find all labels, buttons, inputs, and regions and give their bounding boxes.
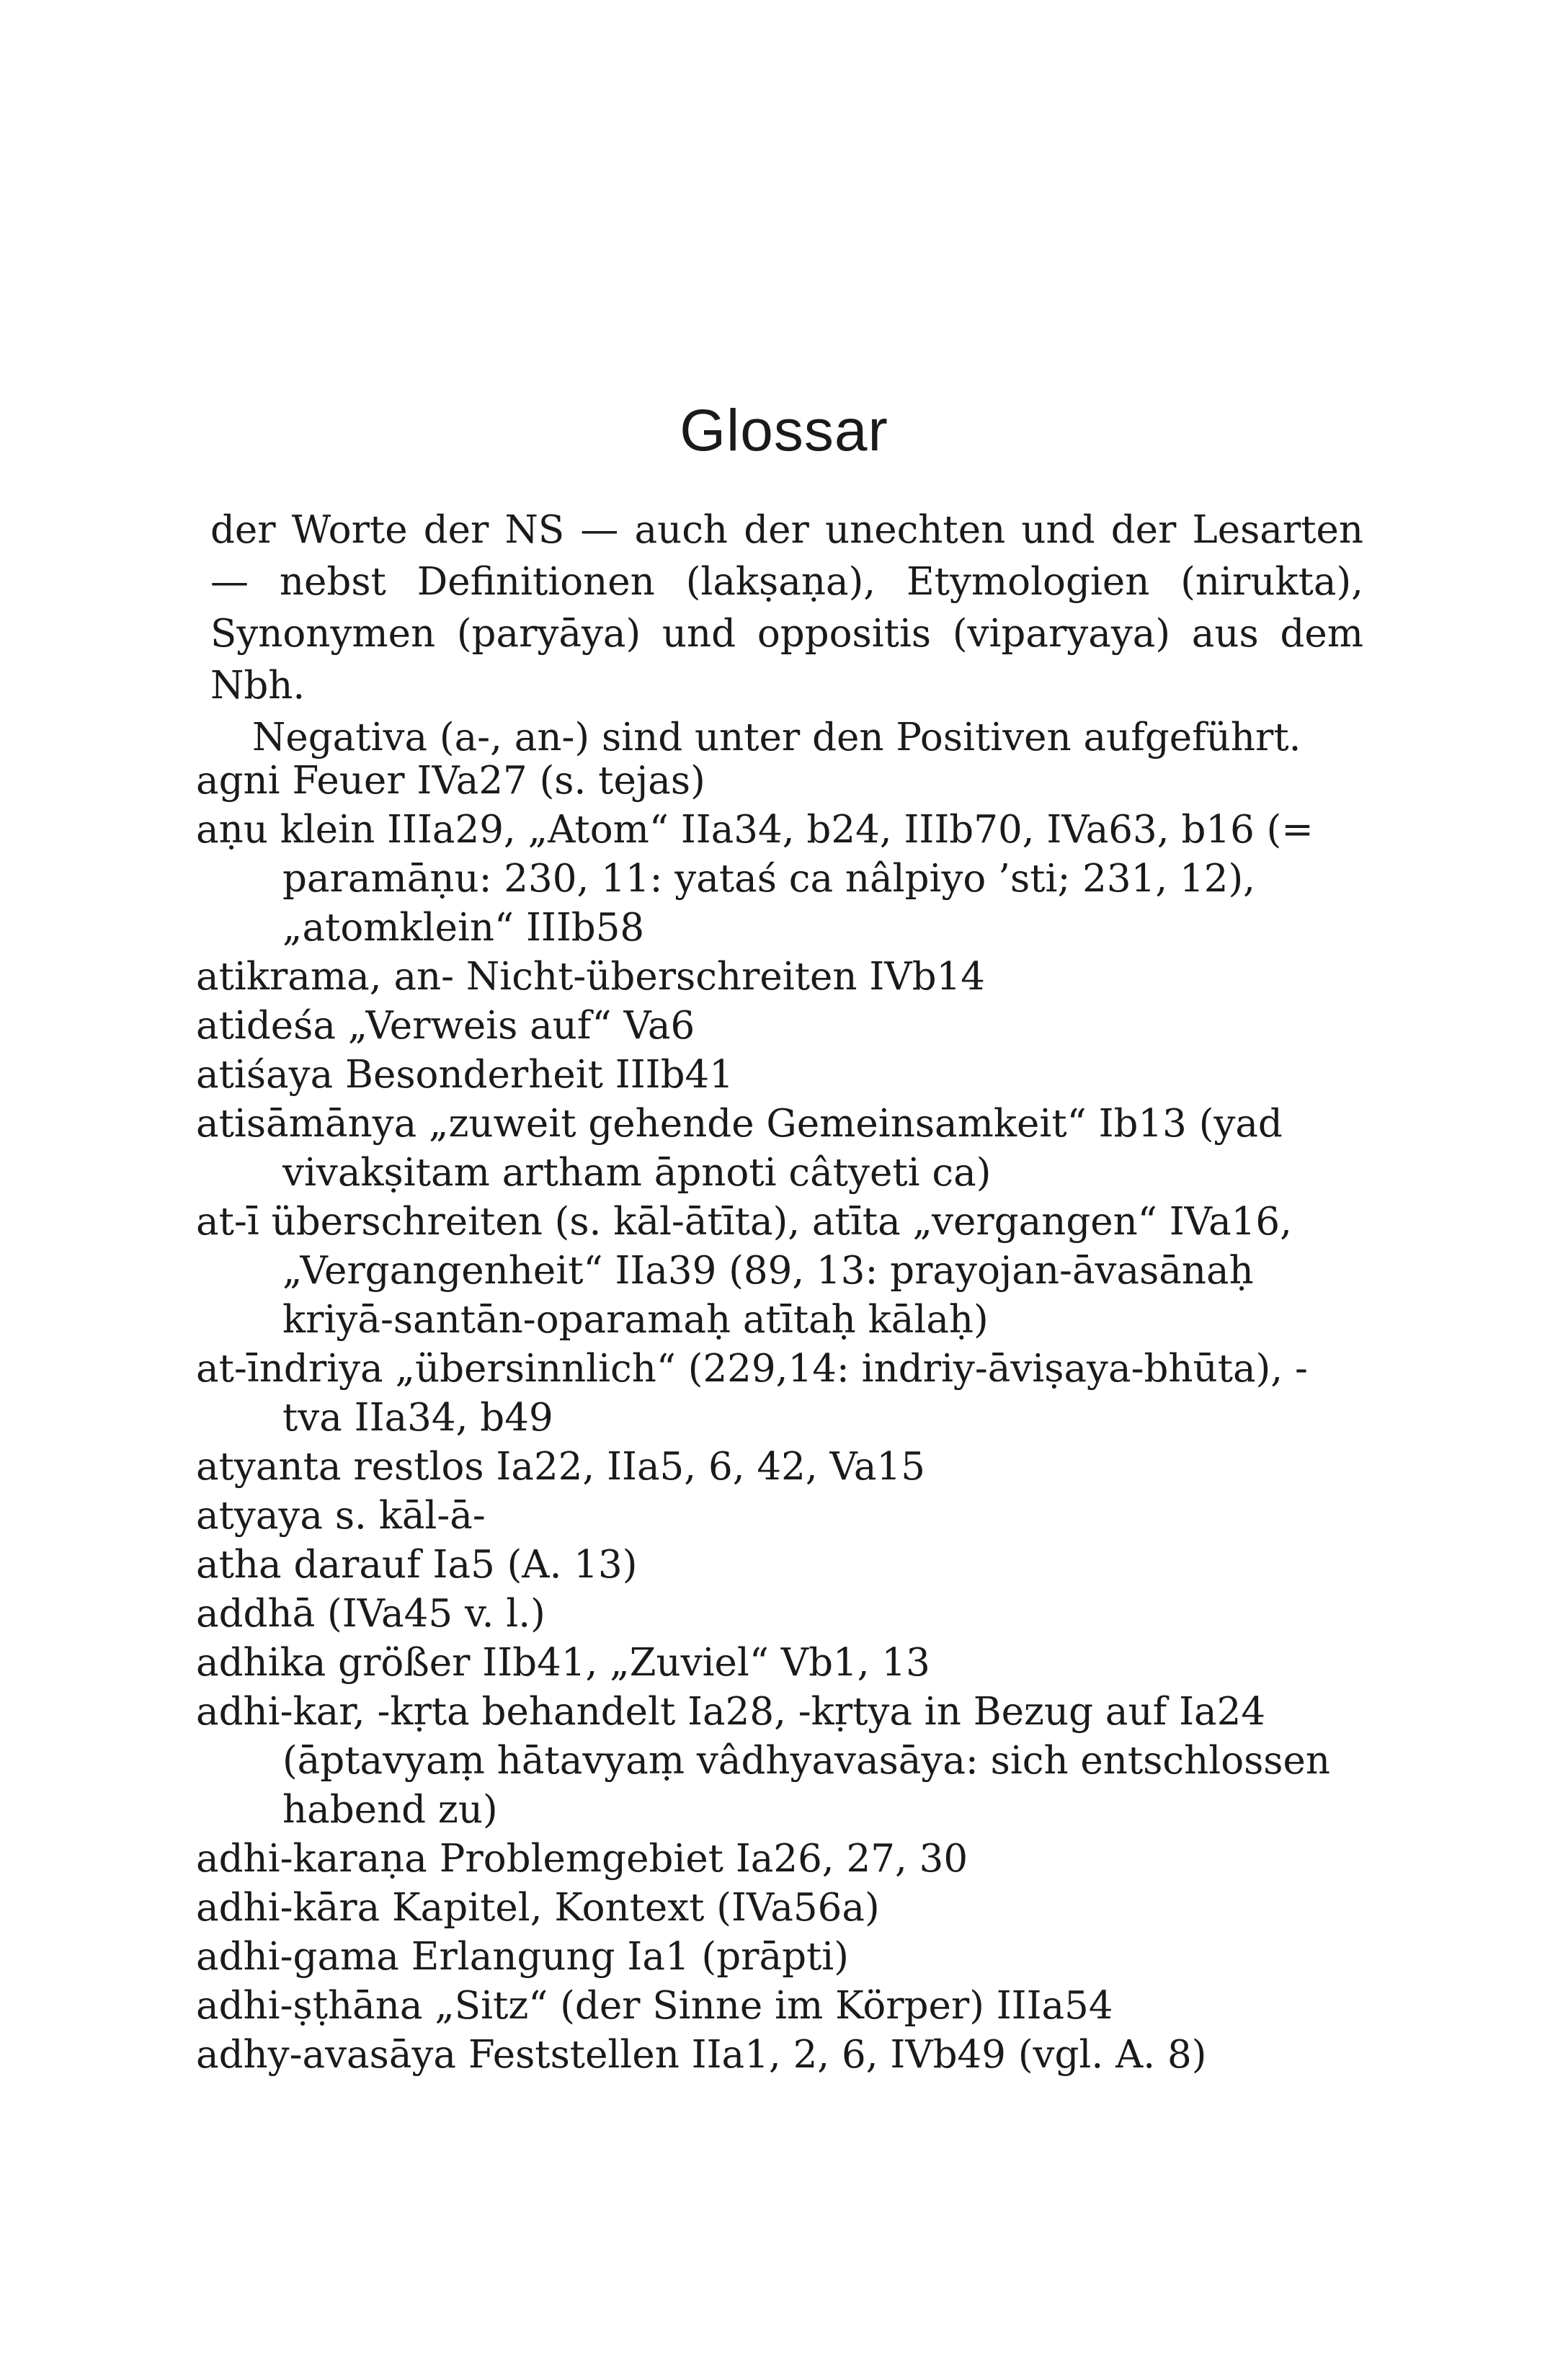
glossary-entry: atikrama, an- Nicht-überschreiten IVb14 (196, 955, 985, 999)
glossary-entries (196, 757, 1363, 2080)
glossary-entry: adhi-gama Erlangung Ia1 (prāpti) (196, 1935, 849, 1979)
glossary-entry: aṇu klein IIIa29, „Atom“ IIa34, b24, IIIb70, IVa63, b16 (= paramāṇu: 230, 11: yataś ca nâlpiyo ’sti; 231, 12), „atomklein“ IIIb58 (196, 808, 1314, 950)
glossary-entry: atyaya s. kāl-ā- (196, 1494, 486, 1538)
intro-text: der Worte der NS — auch der unechten und der Lesarten — nebst Definitionen (lakṣaṇa), Etymologien (nirukta), Synonymen (paryāya) und oppositis (viparyaya) aus dem Nbh. (210, 508, 1363, 708)
intro-note: Negativa (a-, an-) sind unter den Positiven aufgeführt. (252, 716, 1301, 760)
glossary-entry: adhi-kāra Kapitel, Kontext (IVa56a) (196, 1886, 880, 1930)
intro-paragraph (210, 504, 1363, 764)
glossary-entry: adhika größer IIb41, „Zuviel“ Vb1, 13 (196, 1641, 930, 1685)
page-title: Glossar (680, 398, 888, 463)
glossary-entry: at-īndriya „übersinnlich“ (229,14: indriy-āviṣaya-bhūta), -tva IIa34, b49 (196, 1347, 1308, 1440)
glossary-entry: adhi-karaṇa Problemgebiet Ia26, 27, 30 (196, 1837, 968, 1881)
glossary-entry: atha darauf Ia5 (A. 13) (196, 1543, 638, 1587)
glossary-entry: agni Feuer IVa27 (s. tejas) (196, 759, 705, 803)
glossary-entry: atyanta restlos Ia22, IIa5, 6, 42, Va15 (196, 1445, 925, 1489)
glossary-entry: atideśa „Verweis auf“ Va6 (196, 1004, 695, 1048)
glossary-entry: at-ī überschreiten (s. kāl-ātīta), atīta „vergangen“ IVa16, „Vergangenheit“ IIa39 (89, 13: prayojan-āvasānaḥ kriyā-santān-oparamaḥ atītaḥ kālaḥ) (196, 1200, 1292, 1342)
glossary-entry: adhi-kar, -kṛta behandelt Ia28, -kṛtya in Bezug auf Ia24 (āptavyaṃ hātavyaṃ vâdhyavasāya: sich entschlossen habend zu) (196, 1690, 1331, 1832)
glossary-entry: addhā (IVa45 v. l.) (196, 1592, 545, 1636)
glossary-entry: atiśaya Besonderheit IIIb41 (196, 1053, 734, 1097)
glossary-entry: atisāmānya „zuweit gehende Gemeinsamkeit“ Ib13 (yad vivakṣitam artham āpnoti câtyeti ca) (196, 1102, 1283, 1195)
glossary-entry: adhy-avasāya Feststellen IIa1, 2, 6, IVb49 (vgl. A. 8) (196, 2033, 1207, 2077)
glossary-entry: adhi-ṣṭhāna „Sitz“ (der Sinne im Körper) IIIa54 (196, 1984, 1113, 2028)
